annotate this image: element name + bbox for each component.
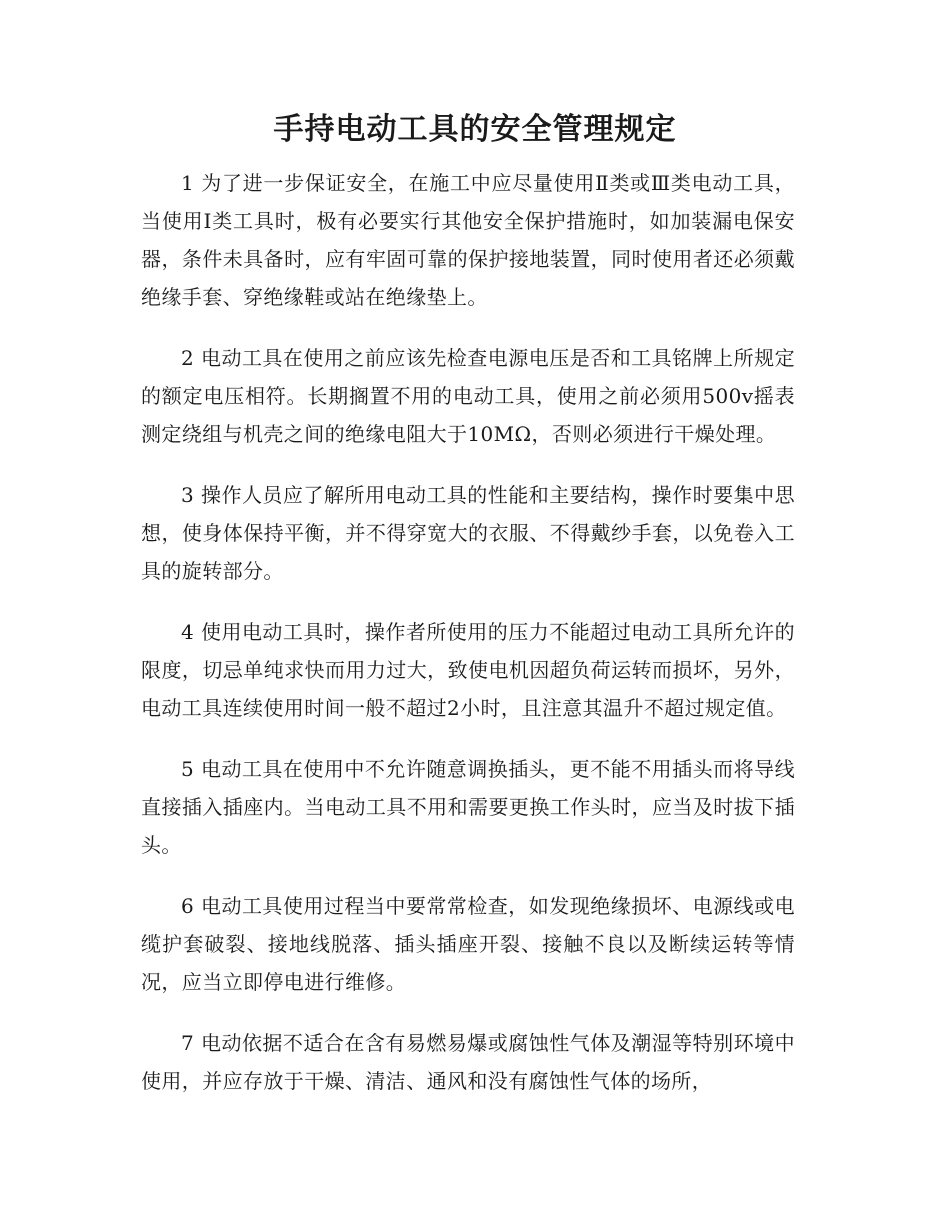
document-body — [141, 164, 795, 1123]
paragraph-4: 4 使用电动工具时，操作者所使用的压力不能超过电动工具所允许的限度，切忌单纯求快而用力过大，致使电机因超负荷运转而损坏，另外，电动工具连续使用时间一般不超过2小时，且注意其温升不超过规定值。 — [141, 620, 795, 720]
document-title: 手持电动工具的安全管理规定 — [273, 112, 677, 147]
paragraph-6: 6 电动工具使用过程当中要常常检查，如发现绝缘损坏、电源线或电缆护套破裂、接地线脱落、插头插座开裂、接触不良以及断续运转等情况，应当立即停电进行维修。 — [141, 894, 795, 994]
paragraph-3: 3 操作人员应了解所用电动工具的性能和主要结构，操作时要集中思想，使身体保持平衡，并不得穿宽大的衣服、不得戴纱手套，以免卷入工具的旋转部分。 — [141, 483, 795, 583]
paragraph-1: 1 为了进一步保证安全，在施工中应尽量使用Ⅱ类或Ⅲ类电动工具，当使用Ⅰ类工具时，极有必要实行其他安全保护措施时，如加装漏电保安器，条件未具备时，应有牢固可靠的保护接地装置，同时使用者还必须戴绝缘手套、穿绝缘鞋或站在绝缘垫上。 — [141, 171, 795, 309]
paragraph-5: 5 电动工具在使用中不允许随意调换插头，更不能不用插头而将导线直接插入插座内。当电动工具不用和需要更换工作头时，应当及时拔下插头。 — [141, 757, 795, 857]
paragraph-2: 2 电动工具在使用之前应该先检查电源电压是否和工具铭牌上所规定的额定电压相符。长期搁置不用的电动工具，使用之前必须用500v摇表测定绕组与机壳之间的绝缘电阻大于10MΩ，否则必须进行干燥处理。 — [141, 346, 795, 446]
paragraph-7: 7 电动依据不适合在含有易燃易爆或腐蚀性气体及潮湿等特别环境中使用，并应存放于干燥、清洁、通风和没有腐蚀性气体的场所， — [141, 1031, 795, 1093]
